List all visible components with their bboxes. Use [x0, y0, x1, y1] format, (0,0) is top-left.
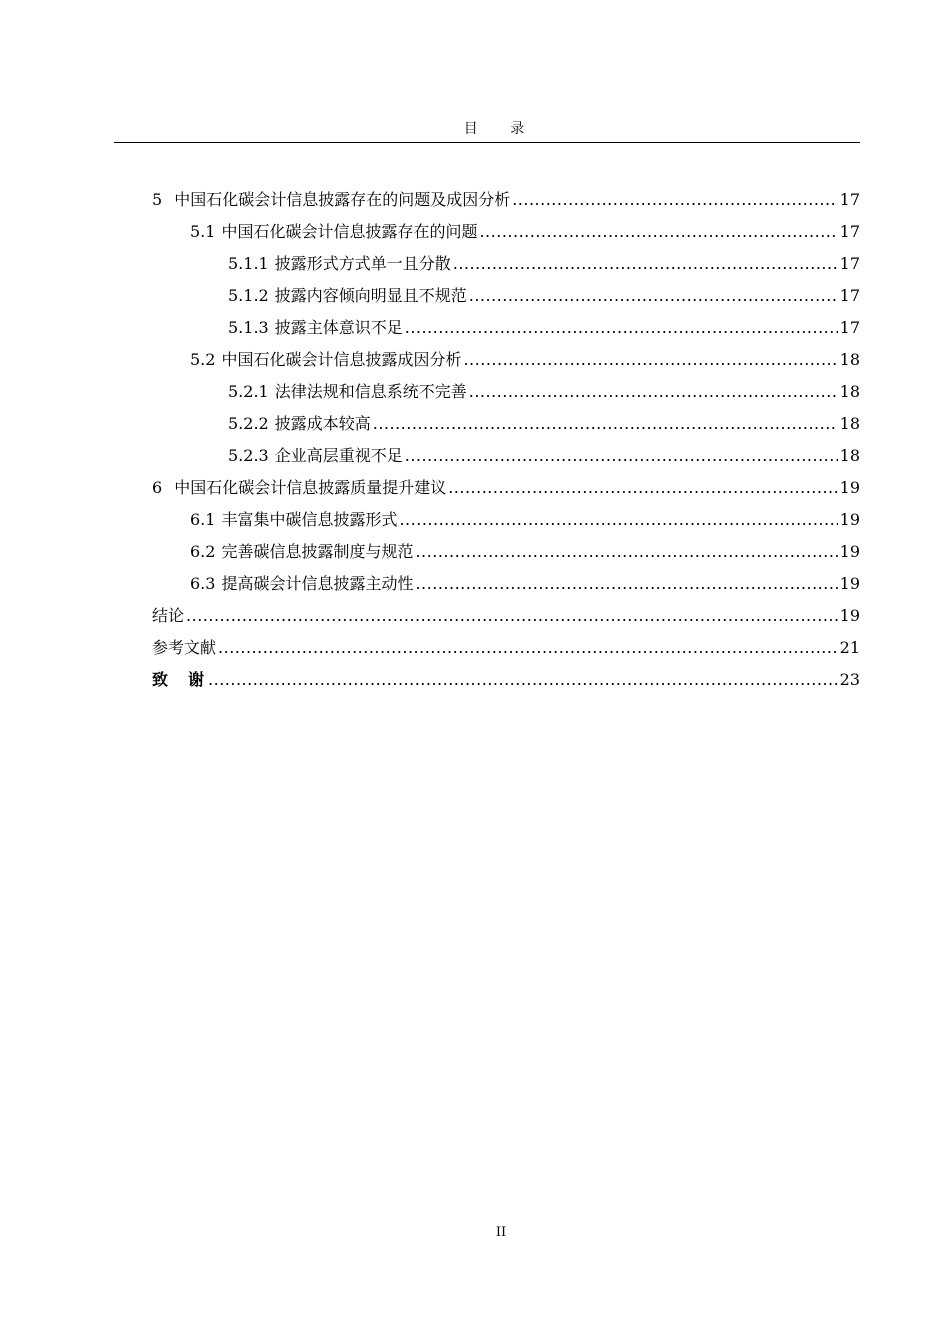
toc-entry-number: 5.1 — [190, 222, 216, 241]
toc-entry-5-2-2[interactable] — [228, 408, 860, 440]
toc-entry-6[interactable] — [152, 472, 860, 504]
dot-leader — [479, 216, 837, 248]
toc-entry-number: 5.2.2 — [228, 414, 269, 433]
dot-leader — [218, 632, 838, 664]
toc-entry-title: 完善碳信息披露制度与规范 — [221, 542, 414, 561]
toc-entry-6-3[interactable] — [190, 568, 860, 600]
toc-entry-title: 披露主体意识不足 — [274, 318, 403, 337]
toc-entry-page: 19 — [839, 542, 860, 561]
dot-leader — [415, 568, 837, 600]
toc-entry-page: 19 — [839, 574, 860, 593]
toc-entry-title: 提高碳会计信息披露主动性 — [221, 574, 414, 593]
toc-entry-number: 5.2.3 — [228, 446, 269, 465]
toc-entry-page: 17 — [839, 254, 860, 273]
dot-leader — [463, 344, 837, 376]
toc-entry-5-1-3[interactable] — [228, 312, 860, 344]
toc-entry-page: 19 — [839, 606, 860, 625]
toc-entry-title: 参考文献 — [152, 638, 217, 657]
toc-entry-page: 18 — [839, 350, 860, 369]
toc-entry-number: 5.1.3 — [228, 318, 269, 337]
dot-leader — [405, 440, 838, 472]
toc-entry-number: 5.1.1 — [228, 254, 269, 273]
toc-entry-conclusion[interactable] — [152, 600, 860, 632]
toc-entry-page: 19 — [839, 510, 860, 529]
toc-entry-title: 中国石化碳会计信息披露成因分析 — [221, 350, 462, 369]
toc-entry-title: 企业高层重视不足 — [274, 446, 403, 465]
toc-entry-title: 丰富集中碳信息披露形式 — [221, 510, 398, 529]
toc-entry-5-1[interactable] — [190, 216, 860, 248]
dot-leader — [512, 184, 837, 216]
toc-entry-acknowledgements[interactable] — [152, 664, 860, 696]
dot-leader — [448, 472, 837, 504]
toc-entry-title: 中国石化碳会计信息披露存在的问题及成因分析 — [174, 190, 511, 209]
dot-leader — [208, 664, 838, 696]
toc-entry-6-2[interactable] — [190, 536, 860, 568]
toc-entry-page: 23 — [839, 670, 860, 689]
dot-leader — [373, 408, 838, 440]
toc-entry-5-2-1[interactable] — [228, 376, 860, 408]
toc-entry-title: 披露内容倾向明显且不规范 — [274, 286, 467, 305]
toc-entry-number: 6 — [152, 478, 163, 497]
toc-entry-5-2-3[interactable] — [228, 440, 860, 472]
dot-leader — [469, 376, 838, 408]
toc-entry-references[interactable] — [152, 632, 860, 664]
toc-entry-title: 致谢 — [152, 670, 225, 689]
dot-leader — [186, 600, 838, 632]
toc-entry-number: 6.2 — [190, 542, 216, 561]
dot-leader — [415, 536, 837, 568]
toc-entry-title: 结论 — [152, 606, 185, 625]
toc-entry-number: 5.2 — [190, 350, 216, 369]
toc-entry-page: 18 — [839, 382, 860, 401]
toc-entry-page: 21 — [839, 638, 860, 657]
toc-entry-number: 6.1 — [190, 510, 216, 529]
toc-entry-page: 18 — [839, 414, 860, 433]
toc-entry-5-1-2[interactable] — [228, 280, 860, 312]
header-rule — [114, 142, 860, 143]
toc-entry-page: 17 — [839, 318, 860, 337]
running-header: 目 录 — [463, 121, 539, 137]
dot-leader — [399, 504, 837, 536]
toc-entry-page: 18 — [839, 446, 860, 465]
toc-entry-5-2[interactable] — [190, 344, 860, 376]
toc-entry-6-1[interactable] — [190, 504, 860, 536]
page-number: II — [495, 1225, 507, 1240]
toc-entry-5-1-1[interactable] — [228, 248, 860, 280]
toc-entry-title: 中国石化碳会计信息披露质量提升建议 — [174, 478, 447, 497]
toc-entry-title: 中国石化碳会计信息披露存在的问题 — [221, 222, 478, 241]
toc-entry-page: 17 — [839, 190, 860, 209]
toc-entry-number: 6.3 — [190, 574, 216, 593]
dot-leader — [453, 248, 838, 280]
toc-entry-number: 5 — [152, 190, 163, 209]
toc-entry-title: 披露形式方式单一且分散 — [274, 254, 451, 273]
toc-entry-number: 5.2.1 — [228, 382, 269, 401]
toc-entry-5[interactable] — [152, 184, 860, 216]
toc-entry-page: 19 — [839, 478, 860, 497]
toc-entry-title: 法律法规和信息系统不完善 — [274, 382, 467, 401]
dot-leader — [405, 312, 838, 344]
toc-entry-title: 披露成本较高 — [274, 414, 371, 433]
toc-entry-page: 17 — [839, 222, 860, 241]
dot-leader — [469, 280, 838, 312]
toc-entry-page: 17 — [839, 286, 860, 305]
toc-entry-number: 5.1.2 — [228, 286, 269, 305]
